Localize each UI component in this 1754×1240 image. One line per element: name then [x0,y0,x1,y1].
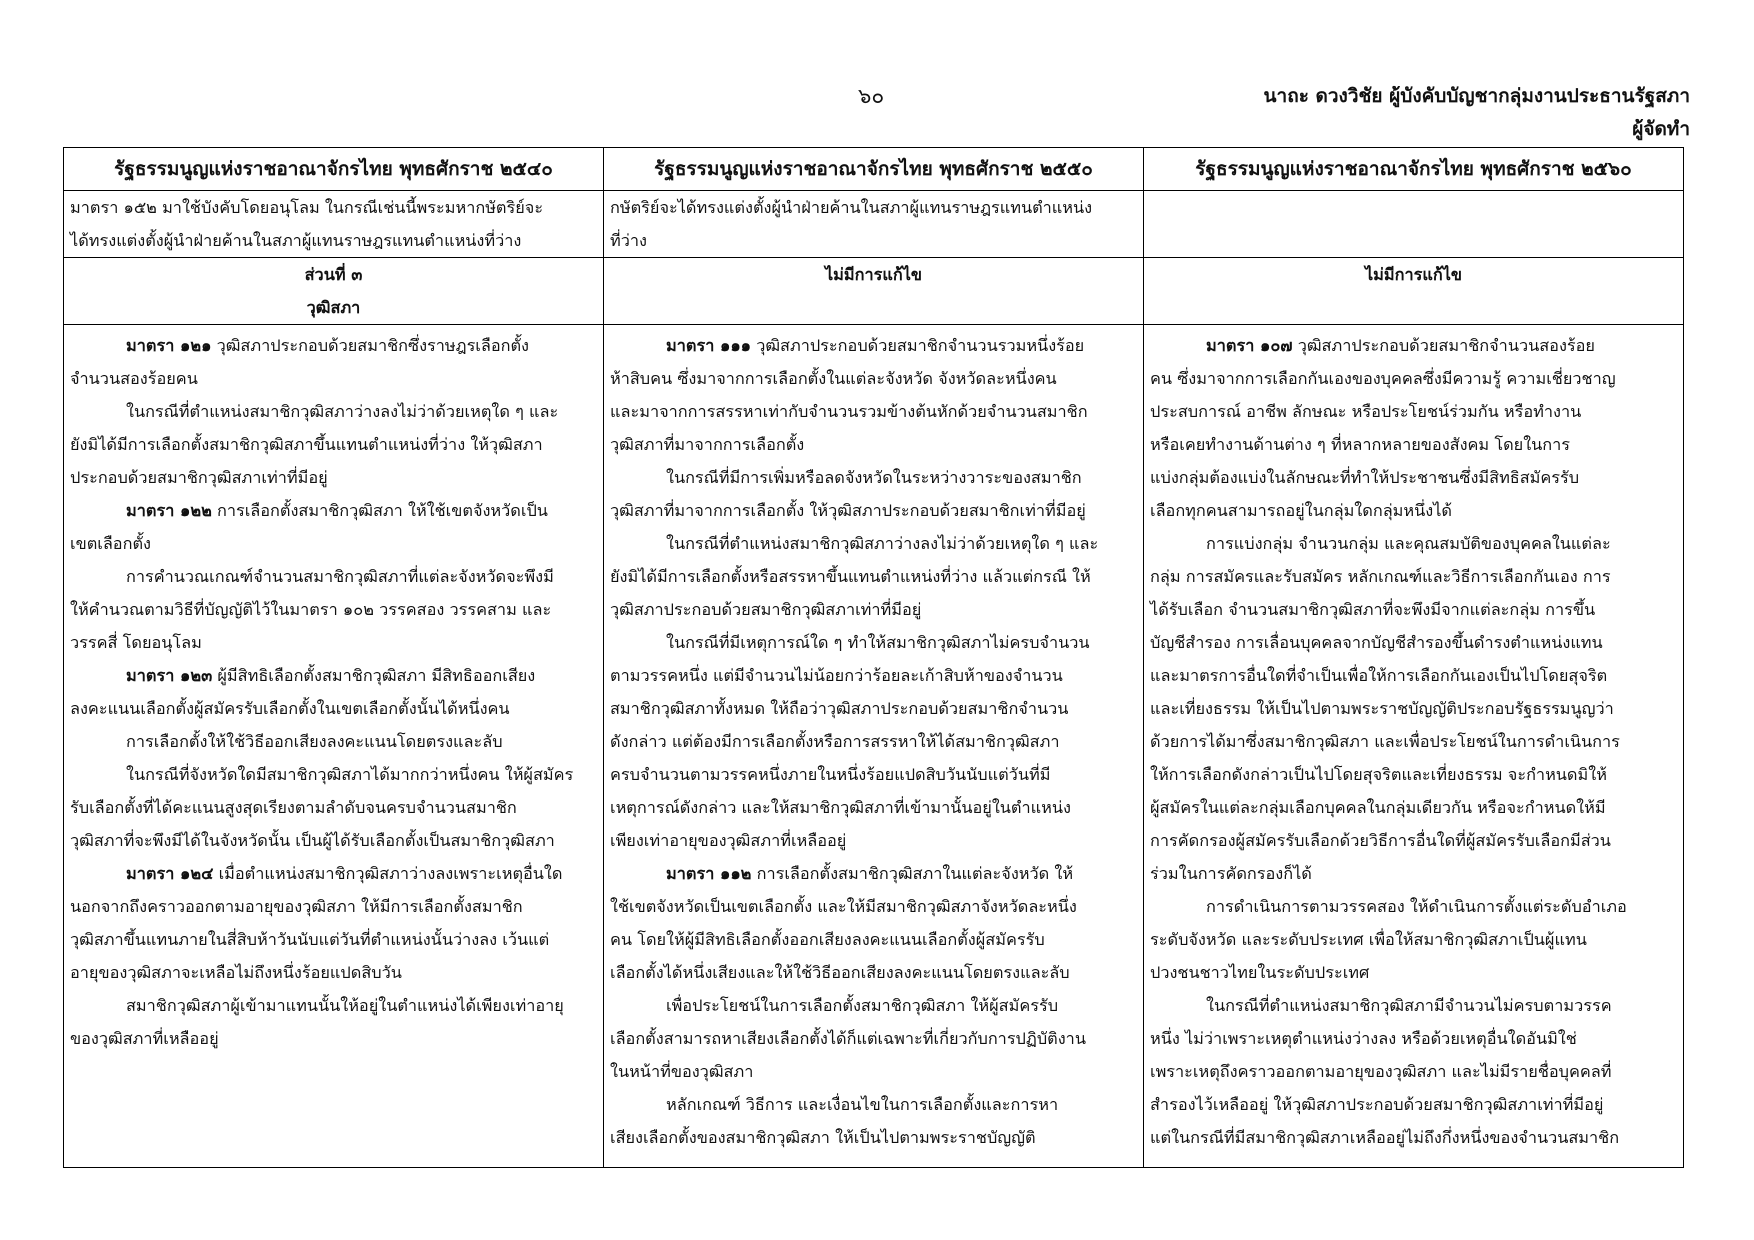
paragraph-first-line [610,857,1137,890]
page-number: ๖๐ [858,84,885,108]
intro-cell-2560 [1144,191,1684,258]
intro-cell-2540 [64,191,604,258]
intro-line: ที่ว่าง [610,231,647,250]
intro-cell-2550 [604,191,1144,258]
paragraph-first-line [610,461,1137,494]
paragraph-line: และเที่ยงธรรม ให้เป็นไปตามพระราชบัญญัติประกอบรัฐธรรมนูญว่า [1150,699,1614,718]
paragraph-first-line [70,494,597,527]
intro-row [64,191,1684,258]
paragraph-line: ของวุฒิสภาที่เหลืออยู่ [70,1029,219,1048]
paragraph-line: วุฒิสภาที่จะพึงมีได้ในจังหวัดนั้น เป็นผู้ได้รับเลือกตั้งเป็นสมาชิกวุฒิสภา [70,831,555,850]
paragraph-text: การเลือกตั้งสมาชิกวุฒิสภาในแต่ละจังหวัด ให้ [751,864,1074,883]
paragraph-text: ในกรณีที่มีเหตุการณ์ใด ๆ ทำให้สมาชิกวุฒิสภาไม่ครบจำนวน [666,633,1090,652]
section-number: มาตรา ๑๒๔ [126,864,214,883]
paragraph-line: ได้รับเลือก จำนวนสมาชิกวุฒิสภาที่จะพึงมีจากแต่ละกลุ่ม การขึ้น [1150,600,1596,619]
paragraph-first-line [1150,989,1677,1022]
paragraph-line: ครบจำนวนตามวรรคหนึ่งภายในหนึ่งร้อยแปดสิบวันนับแต่วันที่มี [610,765,1051,784]
paragraph-first-line [1150,329,1677,362]
paragraph-line: กลุ่ม การสมัครและรับสมัคร หลักเกณฑ์และวิธีการเลือกกันเอง การ [1150,567,1611,586]
paragraph-line: เลือกทุกคนสามารถอยู่ในกลุ่มใดกลุ่มหนึ่งได้ [1150,501,1452,520]
part-heading-line: ไม่มีการแก้ไข [1364,265,1463,284]
paragraph-line: เขตเลือกตั้ง [70,534,151,553]
paragraph-text: ในกรณีที่จังหวัดใดมีสมาชิกวุฒิสภาได้มากกว่าหนึ่งคน ให้ผู้สมัคร [126,765,574,784]
section-number: มาตรา ๑๒๑ [126,336,212,355]
paragraph-line: ด้วยการได้มาซึ่งสมาชิกวุฒิสภา และเพื่อประโยชน์ในการดำเนินการ [1150,732,1620,751]
paragraph-line: ดังกล่าว แต่ต้องมีการเลือกตั้งหรือการสรรหาให้ได้สมาชิกวุฒิสภา [610,732,1060,751]
paragraph-line: และมาตรการอื่นใดที่จำเป็นเพื่อให้การเลือกกันเองเป็นไปโดยสุจริต [1150,666,1608,685]
paragraph-text: ในกรณีที่ตำแหน่งสมาชิกวุฒิสภาว่างลงไม่ว่าด้วยเหตุใด ๆ และ [666,534,1099,553]
column-header-2540: รัฐธรรมนูญแห่งราชอาณาจักรไทย พุทธศักราช ๒๕๔๐ [64,148,604,191]
paragraph-line: สมาชิกวุฒิสภาทั้งหมด ให้ถือว่าวุฒิสภาประกอบด้วยสมาชิกจำนวน [610,699,1069,718]
author-credit [990,80,1690,146]
paragraph-text: เมื่อตำแหน่งสมาชิกวุฒิสภาว่างลงเพราะเหตุอื่นใด [213,864,563,883]
paragraph-line: เหตุการณ์ดังกล่าว และให้สมาชิกวุฒิสภาที่เข้ามานั้นอยู่ในตำแหน่ง [610,798,1071,817]
part-heading-line: ไม่มีการแก้ไข [824,265,923,284]
paragraph-first-line [1150,890,1677,923]
paragraph-first-line [70,560,597,593]
section-number: มาตรา ๑๒๓ [126,666,213,685]
paragraph-text: หลักเกณฑ์ วิธีการ และเงื่อนไขในการเลือกตั้งและการหา [666,1095,1059,1114]
body-cell-2550 [604,325,1144,1168]
paragraph-line: คน โดยให้ผู้มีสิทธิเลือกตั้งออกเสียงลงคะแนนเลือกตั้งผู้สมัครรับ [610,930,1045,949]
paragraph-line: หนึ่ง ไม่ว่าเพราะเหตุตำแหน่งว่างลง หรือด้วยเหตุอื่นใดอันมิใช่ [1150,1029,1577,1048]
paragraph-line: เลือกตั้งได้หนึ่งเสียงและให้ใช้วิธีออกเสียงลงคะแนนโดยตรงและลับ [610,963,1070,982]
paragraph-line: แบ่งกลุ่มต้องแบ่งในลักษณะที่ทำให้ประชาชนซึ่งมีสิทธิสมัครรับ [1150,468,1580,487]
part-row [64,258,1684,325]
paragraph-first-line [610,527,1137,560]
section-number: มาตรา ๑๐๗ [1206,336,1293,355]
intro-line: ได้ทรงแต่งตั้งผู้นำฝ่ายค้านในสภาผู้แทนราษฎรแทนตำแหน่งที่ว่าง [70,231,522,250]
section-number: มาตรา ๑๒๒ [126,501,212,520]
paragraph-line: เลือกตั้งสามารถหาเสียงเลือกตั้งได้ก็แต่เฉพาะที่เกี่ยวกับการปฏิบัติงาน [610,1029,1086,1048]
paragraph-line: ปวงชนชาวไทยในระดับประเทศ [1150,963,1370,982]
paragraph-first-line [70,329,597,362]
paragraph-line: ตามวรรคหนึ่ง แต่มีจำนวนไม่น้อยกว่าร้อยละเก้าสิบห้าของจำนวน [610,666,1063,685]
paragraph-line: ประกอบด้วยสมาชิกวุฒิสภาเท่าที่มีอยู่ [70,468,328,487]
paragraph-first-line [70,725,597,758]
column-header-2550: รัฐธรรมนูญแห่งราชอาณาจักรไทย พุทธศักราช ๒๕๕๐ [604,148,1144,191]
intro-line: กษัตริย์จะได้ทรงแต่งตั้งผู้นำฝ่ายค้านในสภาผู้แทนราษฎรแทนตำแหน่ง [610,198,1093,217]
paragraph-line: ร่วมในการคัดกรองก็ได้ [1150,864,1312,883]
part-cell-2550 [604,258,1144,325]
paragraph-line: เพราะเหตุถึงคราวออกตามอายุของวุฒิสภา และไม่มีรายชื่อบุคคลที่ [1150,1062,1612,1081]
paragraph-text: การดำเนินการตามวรรคสอง ให้ดำเนินการตั้งแต่ระดับอำเภอ [1206,897,1627,916]
paragraph-line: สำรองไว้เหลืออยู่ ให้วุฒิสภาประกอบด้วยสมาชิกวุฒิสภาเท่าที่มีอยู่ [1150,1095,1604,1114]
paragraph-first-line [70,857,597,890]
paragraph-line: วุฒิสภาขึ้นแทนภายในสี่สิบห้าวันนับแต่วันที่ตำแหน่งนั้นว่างลง เว้นแต่ [70,930,550,949]
paragraph-line: แต่ในกรณีที่มีสมาชิกวุฒิสภาเหลืออยู่ไม่ถึงกึ่งหนึ่งของจำนวนสมาชิก [1150,1128,1620,1147]
part-heading-line: วุฒิสภา [306,298,361,317]
paragraph-line: ยังมิได้มีการเลือกตั้งสมาชิกวุฒิสภาขึ้นแทนตำแหน่งที่ว่าง ให้วุฒิสภา [70,435,543,454]
paragraph-line: วุฒิสภาที่มาจากการเลือกตั้ง ให้วุฒิสภาประกอบด้วยสมาชิกเท่าที่มีอยู่ [610,501,1086,520]
paragraph-line: ใช้เขตจังหวัดเป็นเขตเลือกตั้ง และให้มีสมาชิกวุฒิสภาจังหวัดละหนึ่ง [610,897,1077,916]
paragraph-first-line [70,659,597,692]
paragraph-text: สมาชิกวุฒิสภาผู้เข้ามาแทนนั้นให้อยู่ในตำแหน่งได้เพียงเท่าอายุ [126,996,564,1015]
author-role-line: ผู้จัดทำ [1632,118,1690,140]
part-heading-line: ส่วนที่ ๓ [304,265,363,284]
paragraph-text: วุฒิสภาประกอบด้วยสมาชิกจำนวนรวมหนึ่งร้อย [751,336,1085,355]
paragraph-text: การแบ่งกลุ่ม จำนวนกลุ่ม และคุณสมบัติของบุคคลในแต่ละ [1206,534,1611,553]
paragraph-text: การคำนวณเกณฑ์จำนวนสมาชิกวุฒิสภาที่แต่ละจังหวัดจะพึงมี [126,567,554,586]
paragraph-text: ในกรณีที่ตำแหน่งสมาชิกวุฒิสภามีจำนวนไม่ครบตามวรรค [1206,996,1612,1015]
paragraph-line: อายุของวุฒิสภาจะเหลือไม่ถึงหนึ่งร้อยแปดสิบวัน [70,963,402,982]
body-row [64,325,1684,1168]
paragraph-line: ในหน้าที่ของวุฒิสภา [610,1062,754,1081]
paragraph-first-line [610,626,1137,659]
paragraph-text: การเลือกตั้งสมาชิกวุฒิสภา ให้ใช้เขตจังหวัดเป็น [211,501,548,520]
author-line: นาถะ ดวงวิชัย ผู้บังคับบัญชากลุ่มงานประธานรัฐสภา [1263,85,1690,107]
paragraph-line: วุฒิสภาที่มาจากการเลือกตั้ง [610,435,805,454]
part-cell-2540 [64,258,604,325]
intro-line: มาตรา ๑๕๒ มาใช้บังคับโดยอนุโลม ในกรณีเช่นนี้พระมหากษัตริย์จะ [70,198,544,217]
column-header-2560: รัฐธรรมนูญแห่งราชอาณาจักรไทย พุทธศักราช ๒๕๖๐ [1144,148,1684,191]
paragraph-line: ผู้สมัครในแต่ละกลุ่มเลือกบุคคลในกลุ่มเดียวกัน หรือจะกำหนดให้มี [1150,798,1606,817]
paragraph-line: เสียงเลือกตั้งของสมาชิกวุฒิสภา ให้เป็นไปตามพระราชบัญญัติ [610,1128,1036,1147]
paragraph-line: ห้าสิบคน ซึ่งมาจากการเลือกตั้งในแต่ละจังหวัด จังหวัดละหนึ่งคน [610,369,1057,388]
paragraph-first-line [610,329,1137,362]
section-number: มาตรา ๑๑๑ [666,336,752,355]
paragraph-line: ให้การเลือกดังกล่าวเป็นไปโดยสุจริตและเที่ยงธรรม จะกำหนดมิให้ [1150,765,1607,784]
header-row [64,148,1684,191]
paragraph-line: ประสบการณ์ อาชีพ ลักษณะ หรือประโยชน์ร่วมกัน หรือทำงาน [1150,402,1582,421]
paragraph-first-line [610,1088,1137,1121]
paragraph-line: ให้คำนวณตามวิธีที่บัญญัติไว้ในมาตรา ๑๐๒ วรรคสอง วรรคสาม และ [70,600,552,619]
paragraph-first-line [70,989,597,1022]
paragraph-line: วรรคสี่ โดยอนุโลม [70,633,202,652]
paragraph-first-line [610,989,1137,1022]
constitution-comparison-table [63,147,1684,1168]
body-cell-2560 [1144,325,1684,1168]
paragraph-first-line [70,758,597,791]
paragraph-line: ระดับจังหวัด และระดับประเทศ เพื่อให้สมาชิกวุฒิสภาเป็นผู้แทน [1150,930,1587,949]
paragraph-line: ลงคะแนนเลือกตั้งผู้สมัครรับเลือกตั้งในเขตเลือกตั้งนั้นได้หนึ่งคน [70,699,510,718]
paragraph-line: บัญชีสำรอง การเลื่อนบุคคลจากบัญชีสำรองขึ้นดำรงตำแหน่งแทน [1150,633,1603,652]
paragraph-line: นอกจากถึงคราวออกตามอายุของวุฒิสภา ให้มีการเลือกตั้งสมาชิก [70,897,523,916]
paragraph-line: คน ซึ่งมาจากการเลือกกันเองของบุคคลซึ่งมีความรู้ ความเชี่ยวชาญ [1150,369,1616,388]
paragraph-line: จำนวนสองร้อยคน [70,369,198,388]
paragraph-line: หรือเคยทำงานด้านต่าง ๆ ที่หลากหลายของสังคม โดยในการ [1150,435,1571,454]
paragraph-line: วุฒิสภาประกอบด้วยสมาชิกวุฒิสภาเท่าที่มีอยู่ [610,600,922,619]
paragraph-line: การคัดกรองผู้สมัครรับเลือกด้วยวิธีการอื่นใดที่ผู้สมัครรับเลือกมีส่วน [1150,831,1611,850]
part-cell-2560 [1144,258,1684,325]
paragraph-line: รับเลือกตั้งที่ได้คะแนนสูงสุดเรียงตามลำดับจนครบจำนวนสมาชิก [70,798,517,817]
paragraph-text: ในกรณีที่มีการเพิ่มหรือลดจังหวัดในระหว่างวาระของสมาชิก [666,468,1082,487]
paragraph-text: ผู้มีสิทธิเลือกตั้งสมาชิกวุฒิสภา มีสิทธิออกเสียง [212,666,536,685]
body-cell-2540 [64,325,604,1168]
paragraph-first-line [1150,527,1677,560]
paragraph-line: และมาจากการสรรหาเท่ากับจำนวนรวมข้างต้นหักด้วยจำนวนสมาชิก [610,402,1088,421]
paragraph-text: เพื่อประโยชน์ในการเลือกตั้งสมาชิกวุฒิสภา ให้ผู้สมัครรับ [666,996,1059,1015]
paragraph-line: เพียงเท่าอายุของวุฒิสภาที่เหลืออยู่ [610,831,847,850]
section-number: มาตรา ๑๑๒ [666,864,752,883]
paragraph-text: ในกรณีที่ตำแหน่งสมาชิกวุฒิสภาว่างลงไม่ว่าด้วยเหตุใด ๆ และ [126,402,559,421]
paragraph-text: วุฒิสภาประกอบด้วยสมาชิกจำนวนสองร้อย [1292,336,1595,355]
paragraph-line: ยังมิได้มีการเลือกตั้งหรือสรรหาขึ้นแทนตำแหน่งที่ว่าง แล้วแต่กรณี ให้ [610,567,1091,586]
paragraph-text: วุฒิสภาประกอบด้วยสมาชิกซึ่งราษฎรเลือกตั้ง [211,336,530,355]
paragraph-first-line [70,395,597,428]
paragraph-text: การเลือกตั้งให้ใช้วิธีออกเสียงลงคะแนนโดยตรงและลับ [126,732,503,751]
